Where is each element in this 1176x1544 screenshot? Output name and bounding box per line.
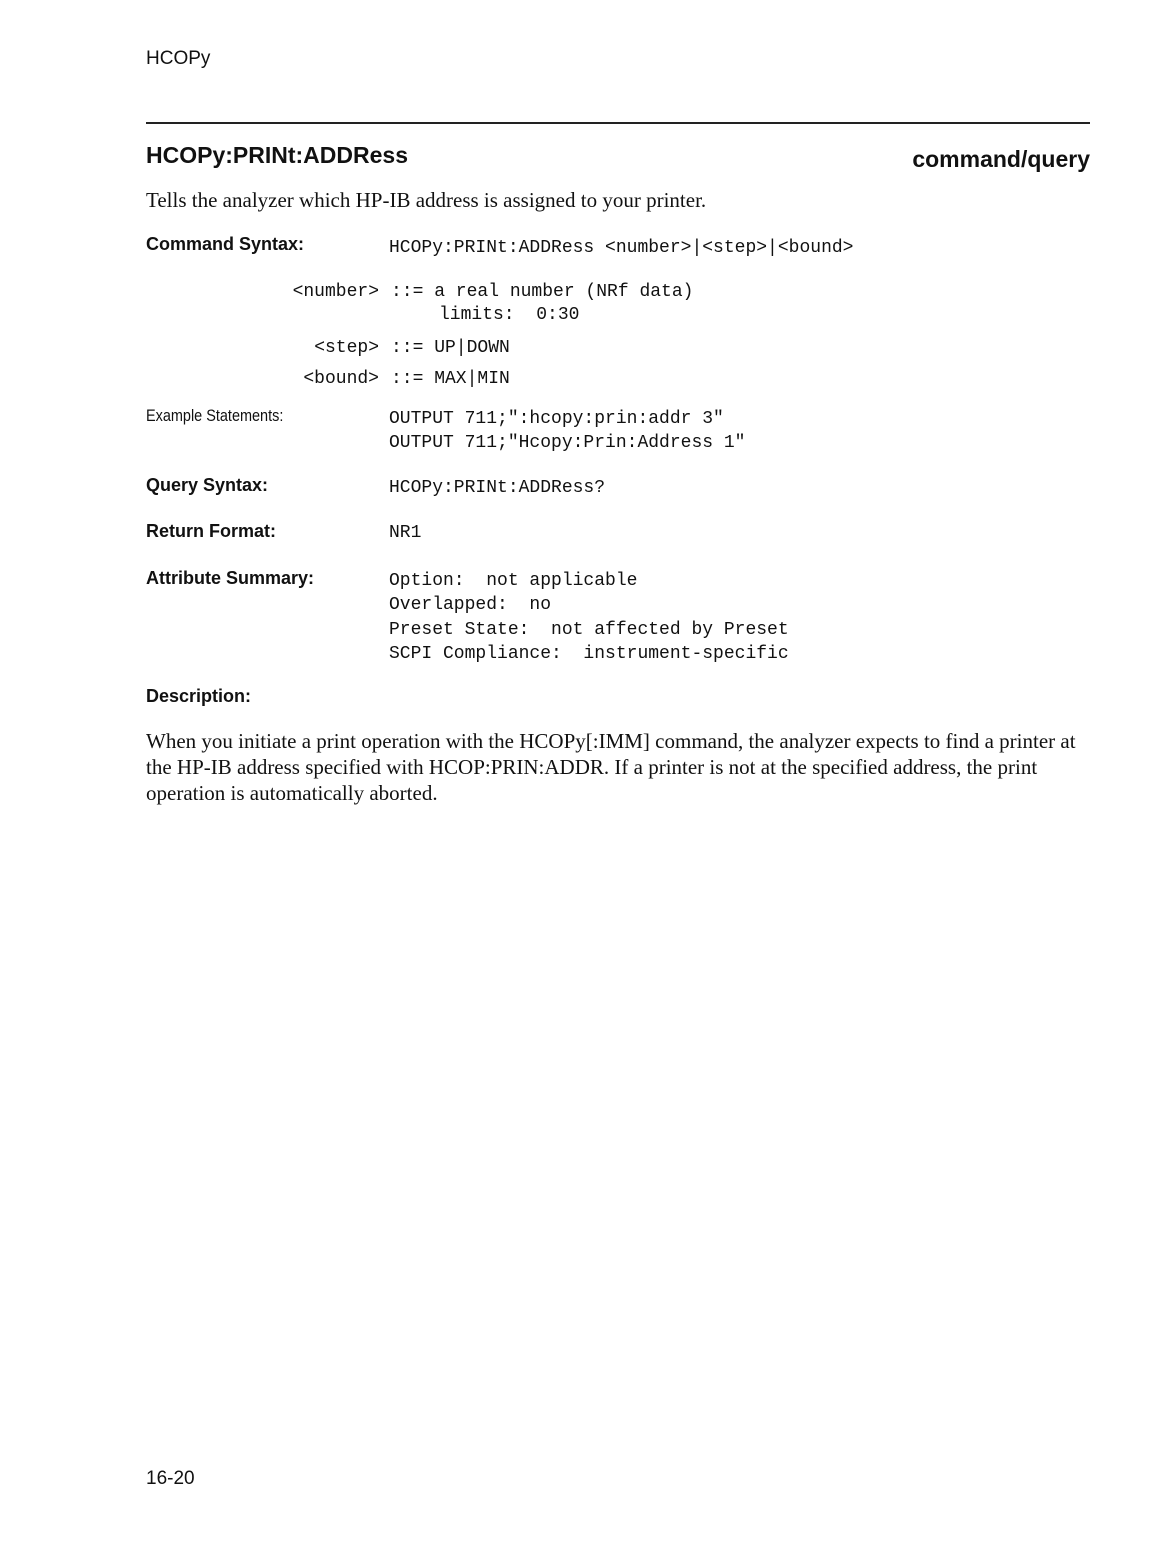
command-title: HCOPy:PRINt:ADDRess [146,142,408,168]
command-type: command/query [912,146,1090,172]
example-line-2: OUTPUT 711;"Hcopy:Prin:Address 1" [389,433,746,453]
return-format-value: NR1 [389,523,422,543]
attribute-line-overlapped: Overlapped: no [389,595,552,615]
example-statements-label: Example Statements: [146,406,284,425]
page-number: 16-20 [146,1468,195,1489]
param-def-bound: ::= MAX|MIN [391,369,510,389]
running-header: HCOPy [146,48,211,69]
param-def-number: ::= a real number (NRf data) [391,282,694,302]
attribute-line-preset: Preset State: not affected by Preset [389,620,789,640]
description-label: Description: [146,686,252,706]
param-name-bound: <bound> [303,369,379,389]
return-format-label: Return Format: [146,521,276,541]
header-rule [146,122,1090,124]
param-name-step: <step> [314,338,379,358]
param-name-number: <number> [292,282,379,302]
param-def-step: ::= UP|DOWN [391,338,510,358]
param-limits-number: limits: 0:30 [439,305,580,325]
attribute-line-option: Option: not applicable [389,571,638,591]
attribute-line-scpi: SCPI Compliance: instrument-specific [389,644,789,664]
query-syntax-label: Query Syntax: [146,475,269,495]
attribute-summary-label: Attribute Summary: [146,568,315,588]
example-line-1: OUTPUT 711;":hcopy:prin:addr 3" [389,409,724,429]
command-syntax-value: HCOPy:PRINt:ADDRess <number>|<step>|<bound> [389,238,854,258]
query-syntax-value: HCOPy:PRINt:ADDRess? [389,478,606,498]
intro-text: Tells the analyzer which HP-IB address is assigned to your printer. [146,188,707,212]
command-syntax-label: Command Syntax: [146,234,305,254]
description-text: When you initiate a print operation with the HCOPy[:IMM] command, the analyzer expects to find a printer at the HP-IB address specified with HCOP:PRIN:ADDR. If a printer is not at the specified address, the print operation is automatically aborted. [146,729,1076,805]
